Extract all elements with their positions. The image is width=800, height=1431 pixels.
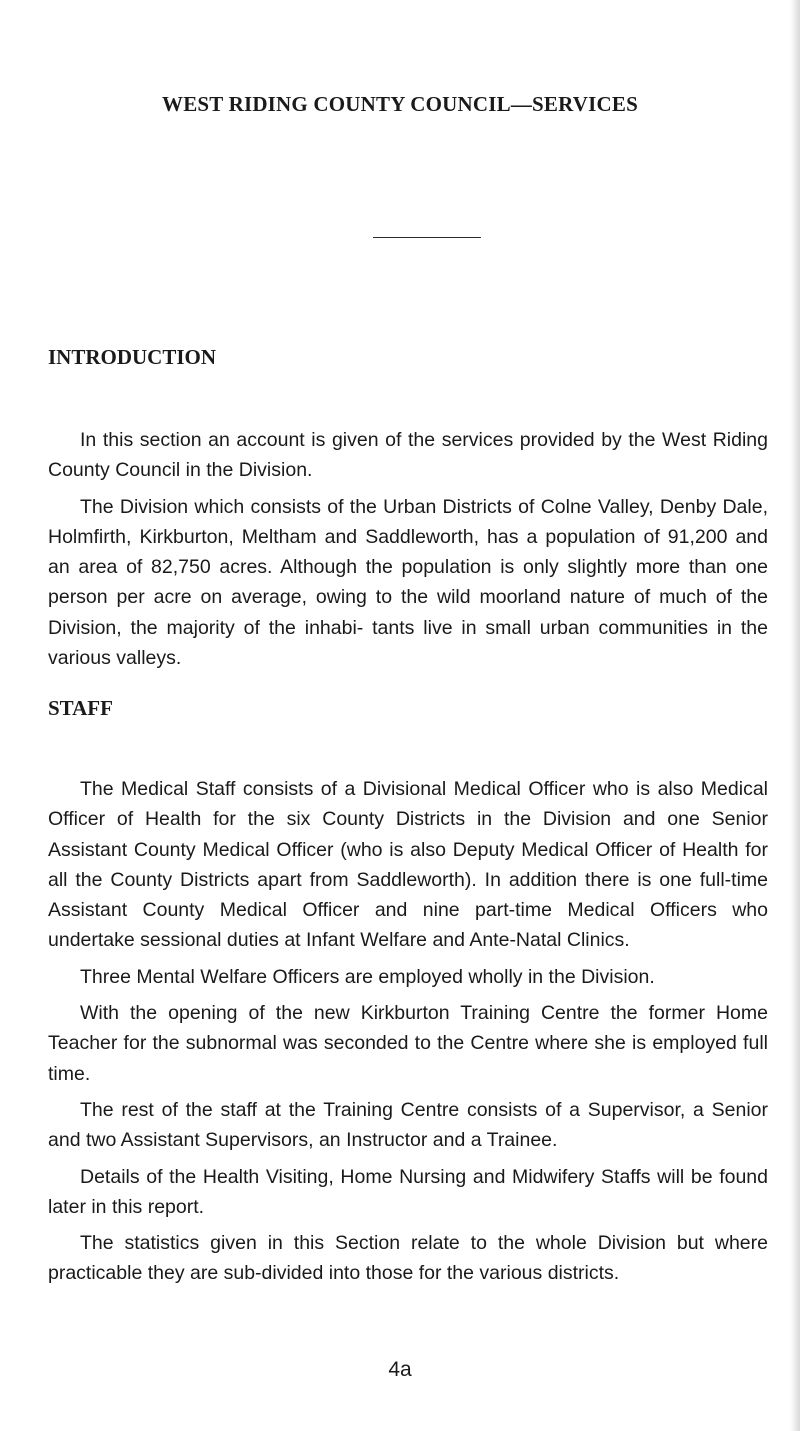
page-number: 4a xyxy=(388,1358,412,1381)
staff-paragraph: With the opening of the new Kirkburton Training Centre the former Home Teacher for the subnormal was seconded to the Centre where she is employed full time. xyxy=(48,1002,768,1085)
introduction-section xyxy=(48,425,768,679)
page-header: WEST RIDING COUNTY COUNCIL—SERVICES xyxy=(162,92,638,116)
staff-paragraph: Details of the Health Visiting, Home Nursing and Midwifery Staffs will be found later in this report. xyxy=(48,1165,768,1218)
staff-section xyxy=(48,774,768,1295)
header-divider xyxy=(373,237,481,238)
introduction-heading: INTRODUCTION xyxy=(48,345,217,369)
staff-heading: STAFF xyxy=(48,696,113,720)
staff-paragraph: Three Mental Welfare Officers are employed wholly in the Division. xyxy=(80,965,655,988)
staff-paragraph: The Medical Staff consists of a Divisional Medical Officer who is also Medical Officer of Health for the six County Districts in the Division and one Senior Assistant County Medical Officer (who is also Deputy Medical Officer of Health for all the County Districts apart from Saddleworth). In addition there is one full-time Assistant County Medical Officer and nine part-time Medical Officers who undertake sessional duties at Infant Welfare and Ante-Natal Clinics. xyxy=(48,778,768,952)
introduction-paragraph: In this section an account is given of the services provided by the West Riding County Council in the Division. xyxy=(48,429,768,482)
staff-paragraph: The statistics given in this Section relate to the whole Division but where practicable they are sub-divided into those for the various districts. xyxy=(48,1232,768,1285)
introduction-paragraph: The Division which consists of the Urban Districts of Colne Valley, Denby Dale, Holmfirth, Kirkburton, Meltham and Saddleworth, has a population of 91,200 and an area of 82,750 acres. Although the population is only slightly more than one person per acre on average, owing to the wild moorland nature of much of the Division, the majority of the inhabi- tants live in small urban communities in the various valleys. xyxy=(48,495,768,670)
page-edge-shadow xyxy=(790,0,800,1431)
staff-paragraph: The rest of the staff at the Training Centre consists of a Supervisor, a Senior and two Assistant Supervisors, an Instructor and a Trainee. xyxy=(48,1098,768,1152)
